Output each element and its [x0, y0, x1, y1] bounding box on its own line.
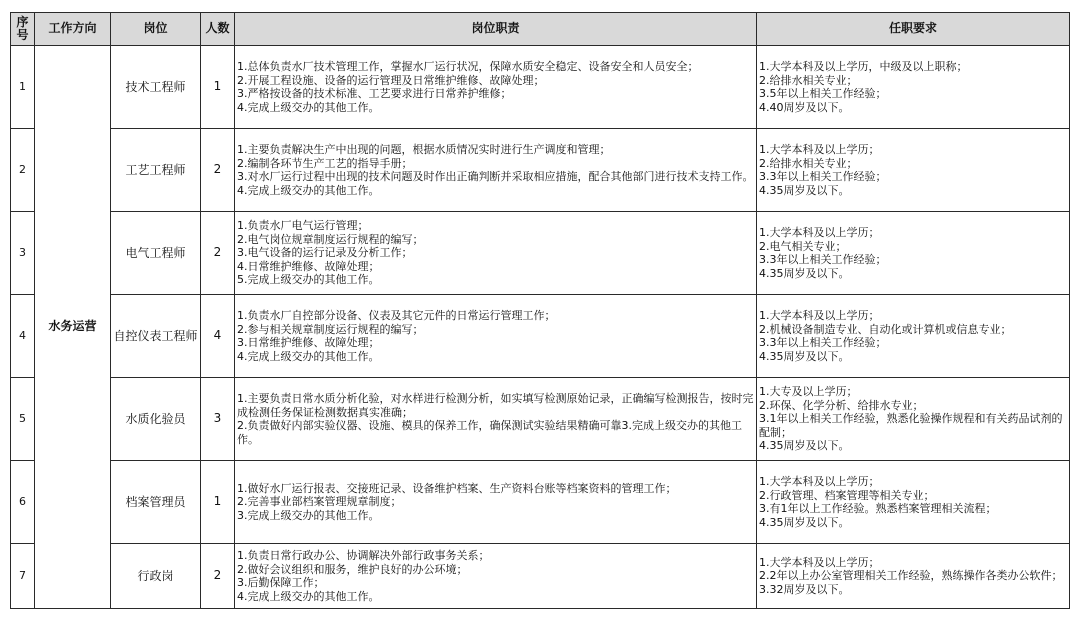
duty-line: 2.编制各环节生产工艺的指导手册； [237, 156, 413, 170]
header-direction: 工作方向 [35, 13, 111, 46]
requirement-line: 1.大学本科及以上学历； [759, 309, 880, 322]
duty-line: 4.完成上级交办的其他工作。 [237, 349, 380, 363]
requirement-line: 4.35周岁及以下。 [759, 439, 850, 453]
row-duties [235, 212, 757, 295]
duty-line: 1.主要负责日常水质分析化验，对水样进行检测分析，如实填写检测原始记录，正确编写检测报告，按时完成检测任务保证检测数据真实准确； [237, 392, 754, 419]
row-requirements [757, 129, 1070, 212]
duty-line: 1.做好水厂运行报表、交接班记录、设备维护档案、生产资料台账等档案资料的管理工作； [237, 481, 677, 495]
requirement-line: 1.大学本科及以上学历； [759, 226, 880, 239]
table-row [11, 461, 1070, 544]
row-requirements [757, 461, 1070, 544]
row-requirements [757, 212, 1070, 295]
row-position: 电气工程师 [111, 212, 201, 295]
row-requirements [757, 378, 1070, 461]
requirement-line: 3.32周岁及以下。 [759, 582, 850, 596]
row-count: 1 [201, 46, 235, 129]
duty-line: 2.开展工程设施、设备的运行管理及日常维护维修、故障处理； [237, 73, 545, 87]
duty-line: 3.后勤保障工作； [237, 576, 325, 589]
requirement-line: 1.大学本科及以上学历； [759, 475, 880, 488]
duty-line: 3.日常维护维修、故障处理； [237, 336, 380, 349]
requirement-line: 3.3年以上相关工作经验； [759, 336, 887, 349]
duty-line: 1.总体负责水厂技术管理工作，掌握水厂运行状况，保障水质安全稳定、设备安全和人员安全； [237, 60, 699, 73]
row-seq: 1 [11, 46, 35, 129]
requirement-line: 2.2年以上办公室管理相关工作经验，熟练操作各类办公软件； [759, 569, 1063, 583]
row-seq: 4 [11, 295, 35, 378]
row-seq: 7 [11, 544, 35, 609]
duty-line: 2.做好会议组织和服务，维护良好的办公环境； [237, 562, 468, 576]
duty-line: 2.负责做好内部实验仪器、设施、模具的保养工作，确保测试实验结果精确可靠3.完成上级交办的其他工作。 [237, 419, 742, 446]
duty-line: 3.电气设备的运行记录及分析工作； [237, 246, 413, 260]
requirement-line: 3.3年以上相关工作经验； [759, 253, 887, 266]
requirement-line: 3.5年以上相关工作经验； [759, 87, 887, 100]
requirement-line: 2.机械设备制造专业、自动化或计算机或信息专业； [759, 322, 1012, 336]
requirement-line: 3.1年以上相关工作经验，熟悉化验操作规程和有关药品试剂的配制； [759, 412, 1063, 439]
row-position: 行政岗 [111, 544, 201, 609]
row-position: 自控仪表工程师 [111, 295, 201, 378]
duty-line: 5.完成上级交办的其他工作。 [237, 273, 380, 287]
table-row [11, 544, 1070, 609]
row-duties [235, 46, 757, 129]
requirement-line: 3.3年以上相关工作经验； [759, 170, 887, 183]
duty-line: 1.负责日常行政办公、协调解决外部行政事务关系； [237, 549, 490, 562]
table-row [11, 212, 1070, 295]
row-position: 技术工程师 [111, 46, 201, 129]
row-count: 1 [201, 461, 235, 544]
requirement-line: 2.行政管理、档案管理等相关专业； [759, 488, 935, 502]
requirement-line: 2.环保、化学分析、给排水专业； [759, 398, 924, 412]
row-duties [235, 129, 757, 212]
requirement-line: 4.35周岁及以下。 [759, 183, 850, 197]
job-table [10, 12, 1070, 609]
row-requirements [757, 544, 1070, 609]
requirement-line: 1.大专及以上学历； [759, 385, 858, 399]
requirement-line: 1.大学本科及以上学历； [759, 555, 880, 569]
table-row [11, 295, 1070, 378]
row-duties [235, 295, 757, 378]
header-requirements: 任职要求 [757, 13, 1070, 46]
duty-line: 4.完成上级交办的其他工作。 [237, 183, 380, 197]
duty-line: 1.负责水厂电气运行管理； [237, 219, 369, 233]
requirement-line: 4.35周岁及以下。 [759, 266, 850, 280]
duty-line: 1.主要负责解决生产中出现的问题，根据水质情况实时进行生产调度和管理； [237, 143, 611, 156]
row-duties [235, 544, 757, 609]
duty-line: 4.完成上级交办的其他工作。 [237, 100, 380, 114]
duty-line: 2.电气岗位规章制度运行规程的编写； [237, 232, 424, 246]
requirement-line: 4.40周岁及以下。 [759, 100, 850, 114]
header-count: 人数 [201, 13, 235, 46]
row-count: 3 [201, 378, 235, 461]
requirement-line: 2.给排水相关专业； [759, 73, 858, 87]
row-requirements [757, 295, 1070, 378]
row-count: 2 [201, 212, 235, 295]
row-position: 工艺工程师 [111, 129, 201, 212]
header-duties: 岗位职责 [235, 13, 757, 46]
requirement-line: 4.35周岁及以下。 [759, 515, 850, 529]
duty-line: 2.参与相关规章制度运行规程的编写； [237, 322, 424, 336]
row-seq: 6 [11, 461, 35, 544]
table-header-row [11, 13, 1070, 46]
row-duties [235, 461, 757, 544]
duty-line: 4.日常维护维修、故障处理； [237, 259, 380, 273]
requirement-line: 3.有1年以上工作经验。熟悉档案管理相关流程； [759, 502, 997, 515]
requirement-line: 4.35周岁及以下。 [759, 349, 850, 363]
row-count: 4 [201, 295, 235, 378]
duty-line: 3.完成上级交办的其他工作。 [237, 508, 380, 522]
row-count: 2 [201, 129, 235, 212]
requirement-line: 2.电气相关专业； [759, 239, 847, 253]
row-seq: 5 [11, 378, 35, 461]
requirement-line: 1.大学本科及以上学历，中级及以上职称； [759, 60, 968, 73]
table-row [11, 129, 1070, 212]
duty-line: 3.对水厂运行过程中出现的技术问题及时作出正确判断并采取相应措施，配合其他部门进行技术支持工作。 [237, 170, 754, 183]
row-seq: 2 [11, 129, 35, 212]
header-seq: 序号 [11, 13, 35, 46]
header-position: 岗位 [111, 13, 201, 46]
row-requirements [757, 46, 1070, 129]
table-row [11, 46, 1070, 129]
requirement-line: 1.大学本科及以上学历； [759, 143, 880, 156]
row-seq: 3 [11, 212, 35, 295]
duty-line: 4.完成上级交办的其他工作。 [237, 589, 380, 603]
duty-line: 2.完善事业部档案管理规章制度； [237, 495, 402, 509]
row-duties [235, 378, 757, 461]
table-row [11, 378, 1070, 461]
duty-line: 1.负责水厂自控部分设备、仪表及其它元件的日常运行管理工作； [237, 309, 556, 322]
duty-line: 3.严格按设备的技术标准、工艺要求进行日常养护维修； [237, 87, 512, 100]
work-direction: 水务运营 [35, 46, 111, 609]
requirement-line: 2.给排水相关专业； [759, 156, 858, 170]
row-position: 档案管理员 [111, 461, 201, 544]
row-count: 2 [201, 544, 235, 609]
row-position: 水质化验员 [111, 378, 201, 461]
